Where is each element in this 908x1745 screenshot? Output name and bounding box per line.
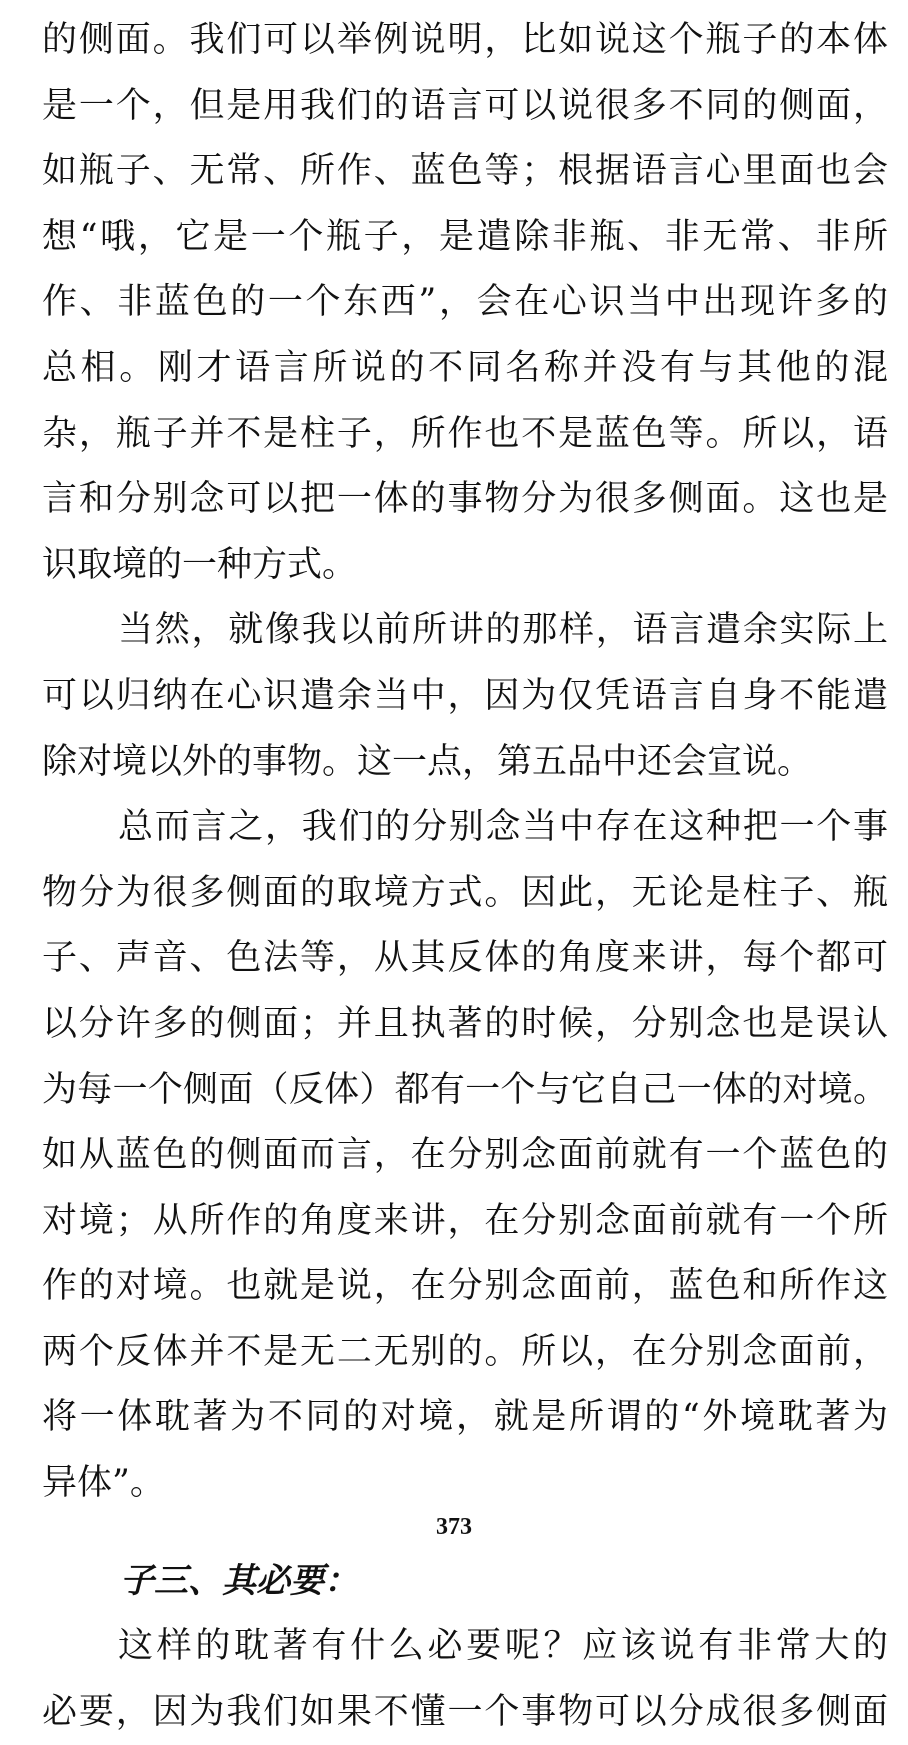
text-line: 将一体耽著为不同的对境，就是所谓的“外境耽著为	[42, 1397, 888, 1438]
text-line: 这样的耽著有什么必要呢？应该说有非常大的	[118, 1626, 888, 1667]
text-line: 当然，就像我以前所讲的那样，语言遣余实际上	[118, 610, 888, 651]
text-line: 可以归纳在心识遣余当中，因为仅凭语言自身不能遣	[42, 675, 888, 716]
text-line: 总相。刚才语言所说的不同名称并没有与其他的混	[42, 347, 888, 388]
text-line: 必要，因为我们如果不懂一个事物可以分成很多侧面	[42, 1691, 888, 1732]
paragraph-2	[42, 598, 888, 795]
paragraph-1	[42, 8, 888, 598]
text-line: 对境；从所作的角度来讲，在分别念面前就有一个所	[42, 1200, 888, 1241]
text-line: 如瓶子、无常、所作、蓝色等；根据语言心里面也会	[42, 151, 888, 192]
text-line: 识取境的一种方式。	[42, 544, 358, 585]
text-line: 两个反体并不是无二无别的。所以，在分别念面前，	[42, 1331, 888, 1372]
page-body	[42, 8, 888, 1745]
text-line: 作的对境。也就是说，在分别念面前，蓝色和所作这	[42, 1266, 888, 1307]
section-heading: 子三、其必要：	[120, 1560, 358, 1601]
text-line: 为每一个侧面（反体）都有一个与它自己一体的对境。	[42, 1069, 888, 1110]
text-line: 的侧面。我们可以举例说明，比如说这个瓶子的本体	[42, 20, 888, 60]
text-line: 物分为很多侧面的取境方式。因此，无论是柱子、瓶	[42, 872, 888, 913]
text-line: 言和分别念可以把一体的事物分为很多侧面。这也是	[42, 479, 888, 520]
text-line: 以分许多的侧面；并且执著的时候，分别念也是误认	[42, 1003, 888, 1044]
text-line: 如从蓝色的侧面而言，在分别念面前就有一个蓝色的	[42, 1135, 888, 1176]
text-line: 除对境以外的事物。这一点，第五品中还会宣说。	[42, 741, 813, 782]
paragraph-3	[42, 795, 888, 1517]
text-line: 想“哦，它是一个瓶子，是遣除非瓶、非无常、非所	[42, 216, 888, 257]
text-line: 杂，瓶子并不是柱子，所作也不是蓝色等。所以，语	[42, 413, 888, 454]
paragraph-4	[42, 1614, 888, 1745]
text-line: 作、非蓝色的一个东西”，会在心识当中出现许多的	[42, 282, 888, 323]
text-line: 是一个，但是用我们的语言可以说很多不同的侧面，	[42, 85, 888, 126]
text-line: 子、声音、色法等，从其反体的角度来讲，每个都可	[42, 938, 888, 979]
page-number: 373	[436, 1514, 472, 1540]
text-line: 异体”。	[42, 1463, 165, 1504]
text-line: 总而言之，我们的分别念当中存在这种把一个事	[118, 807, 888, 848]
